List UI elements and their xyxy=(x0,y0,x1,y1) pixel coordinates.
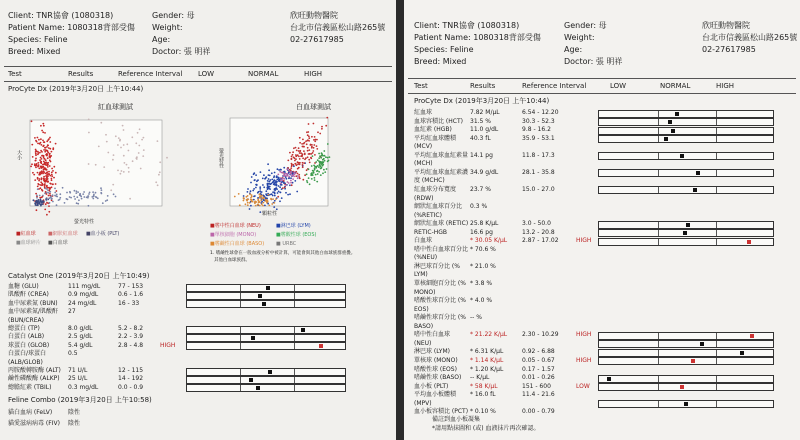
felv-name: 貓白血病 (FeLV) xyxy=(8,409,53,416)
catalyst-row-result: 0.9 mg/dL xyxy=(68,291,99,299)
wbc-legend-0: ■嗜中性白血球 (NEU) xyxy=(210,223,261,229)
catalyst-result-bar xyxy=(186,384,346,392)
hematology-row-flag: HIGH xyxy=(576,331,592,339)
hematology-row-result: 23.7 % xyxy=(470,185,491,193)
hematology-row-name: 淋巴球百分比 (% xyxy=(414,262,460,270)
col-test-r: Test xyxy=(414,82,428,90)
result-marker xyxy=(262,302,266,306)
catalyst-result-bar xyxy=(186,292,346,300)
hematology-row-name: 平均紅血球體積 xyxy=(414,134,457,142)
result-marker xyxy=(266,286,270,290)
breed-label-r: Breed: Mixed xyxy=(414,57,467,66)
wbc-note-2: 其他白血球族群。 xyxy=(214,258,250,263)
clinic-name: 欣旺動物醫院 xyxy=(290,11,338,20)
hematology-row-name: 血小板容積比 (PCT) xyxy=(414,408,469,416)
hematology-result-bar xyxy=(598,127,774,135)
hematology-row-ref: 9.8 - 16.2 xyxy=(522,126,551,134)
result-marker xyxy=(668,120,672,124)
result-marker xyxy=(319,344,323,348)
hematology-row-result: * 30.05 K/μL xyxy=(470,237,508,245)
hematology-row-name: LYM) xyxy=(414,271,428,279)
col-normal: NORMAL xyxy=(248,70,279,78)
catalyst-result-bar xyxy=(186,376,346,384)
hematology-result-bar xyxy=(598,221,774,229)
hematology-row-ref: 13.2 - 20.8 xyxy=(522,228,555,236)
hematology-result-bar xyxy=(598,238,774,246)
catalyst-result-bar xyxy=(186,284,346,292)
hematology-row-result: * 0.10 % xyxy=(470,408,496,416)
hematology-row-result: 25.8 K/μL xyxy=(470,220,499,228)
catalyst-row-name: (ALB/GLOB) xyxy=(8,358,43,366)
catalyst-row-result: 0.3 mg/dL xyxy=(68,383,99,391)
hematology-row-ref: 30.3 - 52.3 xyxy=(522,117,555,125)
columns-divider xyxy=(4,81,392,82)
patient-label: Patient Name: 1080318背部受傷 xyxy=(8,23,135,32)
procyte-title: ProCyte Dx (2019年3月20日 上午10:44) xyxy=(8,85,144,93)
catalyst-row-name: 鹼性磷酸酶 (ALKP) xyxy=(8,375,60,383)
hematology-row-ref: 28.1 - 35.8 xyxy=(522,168,555,176)
hematology-row-flag: LOW xyxy=(576,382,590,390)
rbc-legend-4: ■白血球 xyxy=(48,240,68,246)
hematology-row-result: * 1.14 K/μL xyxy=(470,356,504,364)
catalyst-row-name: 血糖 (GLU) xyxy=(8,283,39,290)
wbc-y-label: 螢光特性 xyxy=(218,148,224,168)
hematology-row-name: (NEU) xyxy=(414,339,432,347)
hematology-row-name: 嗜鹼性球 (BASO) xyxy=(414,374,462,382)
hematology-result-bar xyxy=(598,357,774,365)
hematology-row-ref: 15.0 - 27.0 xyxy=(522,185,555,193)
hematology-row-name: MONO) xyxy=(414,288,436,296)
col-results: Results xyxy=(68,70,94,78)
hematology-row-name: (%RETIC) xyxy=(414,211,442,219)
col-low-r: LOW xyxy=(610,82,627,90)
hematology-row-ref: 11.8 - 17.3 xyxy=(522,151,555,159)
catalyst-row-ref: 12 - 115 xyxy=(118,367,144,374)
hematology-row-ref: 0.05 - 0.67 xyxy=(522,356,555,364)
hematology-row-name: 血小板 (PLT) xyxy=(414,382,449,390)
columns-divider-r xyxy=(408,93,796,94)
gender-label: Gender: 母 xyxy=(152,11,195,20)
hematology-row-name: 網狀紅血球 (RETIC) xyxy=(414,220,469,228)
catalyst-row-name: 總蛋白 (TP) xyxy=(8,325,40,332)
catalyst-row-name: 肌酸酐 (CREA) xyxy=(8,291,49,299)
catalyst-row-ref: 16 - 33 xyxy=(118,299,140,307)
hematology-row-result: 40.3 fL xyxy=(470,134,491,142)
hematology-row-name: 紅血球 xyxy=(414,109,433,116)
hematology-row-name: 嗜酸性球百分比 (% xyxy=(414,297,466,305)
weight-label-r: Weight: xyxy=(564,33,595,42)
clinic-address: 台北市信義區松山路265號 xyxy=(290,23,386,32)
footer-note-2: *請用點抹圖和 (或) 血液抹片再次確認。 xyxy=(432,425,540,432)
catalyst-result-bar xyxy=(186,334,346,342)
catalyst-row-result: 25 U/L xyxy=(68,375,88,383)
hematology-row-name: 嗜中性白血球百分比 xyxy=(414,245,469,253)
result-marker xyxy=(740,351,744,355)
catalyst-row-name: 白蛋白/球蛋白 xyxy=(8,350,47,358)
catalyst-row-ref: 2.8 - 4.8 xyxy=(118,341,144,349)
hematology-row-result: 14.1 pg xyxy=(470,151,493,159)
hematology-row-name: (%NEU) xyxy=(414,254,438,262)
hematology-row-ref: 2.30 - 10.29 xyxy=(522,331,559,339)
catalyst-row-name: 血中尿素氮/肌酸酐 xyxy=(8,308,59,316)
hematology-row-name: 嗜中性白血球 xyxy=(414,331,451,339)
result-marker xyxy=(747,240,751,244)
result-marker xyxy=(693,188,697,192)
hematology-row-name: 嗜酸性球 (EOS) xyxy=(414,365,457,373)
hematology-row-result: * 16.0 fL xyxy=(470,391,496,399)
col-ref-r: Reference Interval xyxy=(522,82,587,90)
rbc-legend-3: ■血球碎片 xyxy=(16,240,41,246)
col-normal-r: NORMAL xyxy=(660,82,691,90)
result-marker xyxy=(256,386,260,390)
hematology-row-name: (RDW) xyxy=(414,194,434,202)
hematology-result-bar xyxy=(598,110,774,118)
result-marker xyxy=(249,378,253,382)
catalyst-result-bar xyxy=(186,300,346,308)
hematology-row-result: -- % xyxy=(470,314,482,322)
hematology-result-bar xyxy=(598,135,774,143)
result-marker xyxy=(683,231,687,235)
clinic-phone-r: 02-27617985 xyxy=(702,45,756,54)
header-divider xyxy=(4,66,392,67)
result-marker xyxy=(684,402,688,406)
catalyst-row-ref: 2.2 - 3.9 xyxy=(118,333,144,341)
result-marker xyxy=(675,112,679,116)
result-marker xyxy=(750,334,754,338)
rbc-plot-title: 紅血球測試 xyxy=(98,103,133,111)
result-marker xyxy=(691,359,695,363)
hematology-row-ref: 0.92 - 6.88 xyxy=(522,348,555,356)
footer-note-1: 備註到血小板凝集 xyxy=(432,416,481,423)
hematology-row-name: 白血球 xyxy=(414,237,433,245)
rbc-x-label: 螢光特性 xyxy=(74,219,95,225)
species-label: Species: Feline xyxy=(8,35,68,44)
hematology-row-result: * 4.0 % xyxy=(470,297,493,305)
rbc-legend-2: ■血小板 (PLT) xyxy=(86,231,120,237)
header-divider-r xyxy=(408,78,796,79)
catalyst-row-result: 111 mg/dL xyxy=(68,283,101,290)
catalyst-row-ref: 0.0 - 0.9 xyxy=(118,383,144,391)
age-label-r: Age: xyxy=(564,45,583,54)
hematology-row-name: (MCH) xyxy=(414,160,433,168)
hematology-row-name: 紅血球分布寬度 xyxy=(414,185,457,193)
result-marker xyxy=(700,342,704,346)
hematology-row-result: 0.3 % xyxy=(470,203,488,211)
hematology-row-ref: 3.0 - 50.0 xyxy=(522,220,551,228)
fiv-name: 貓愛滋病病毒 (FIV) xyxy=(8,420,60,427)
catalyst-row-result: 5.4 g/dL xyxy=(68,341,93,349)
result-marker xyxy=(268,370,272,374)
hematology-row-result: * 70.6 % xyxy=(470,245,496,253)
rbc-legend-1: ■網狀紅血球 xyxy=(48,231,78,237)
result-marker xyxy=(686,223,690,227)
catalyst-row-result: 71 U/L xyxy=(68,367,88,374)
wbc-note-1: 1. 嗜鹼性球會在一般血液分析中被計算，可能會與其他白血球族群重疊。 xyxy=(210,251,356,256)
rbc-y-label: 大小 xyxy=(16,150,22,160)
hematology-row-name: 單核球 (MONO) xyxy=(414,356,458,364)
col-high-r: HIGH xyxy=(716,82,735,90)
wbc-legend-2: ■單核細胞 (MONO) xyxy=(210,232,257,238)
result-marker xyxy=(664,137,668,141)
rbc-scatter-plot xyxy=(18,118,168,218)
clinic-name-r: 欣旺動物醫院 xyxy=(702,21,750,30)
result-marker xyxy=(258,294,262,298)
catalyst-row-result: 8.0 g/dL xyxy=(68,325,93,332)
col-test: Test xyxy=(8,70,22,78)
result-marker xyxy=(251,336,255,340)
wbc-legend-3: ■嗜酸性球 (EOS) xyxy=(276,232,317,238)
procyte-title-r: ProCyte Dx (2019年3月20日 上午10:44) xyxy=(414,97,550,105)
catalyst-row-name: 丙胺酸轉胺酶 (ALT) xyxy=(8,367,61,374)
hematology-row-result: * 21.0 % xyxy=(470,262,496,270)
hematology-row-flag: HIGH xyxy=(576,356,592,364)
species-label-r: Species: Feline xyxy=(414,45,474,54)
doctor-label-r: Doctor: 張 明祥 xyxy=(564,57,623,66)
doctor-label: Doctor: 張 明祥 xyxy=(152,47,211,56)
catalyst-result-bar xyxy=(186,342,346,350)
client-label-r: Client: TNR協會 (1080318) xyxy=(414,21,520,30)
feline-title: Feline Combo (2019年3月20日 上午10:58) xyxy=(8,396,152,404)
hematology-row-result: 11.0 g/dL xyxy=(470,126,499,134)
hematology-row-name: RETIC-HGB xyxy=(414,228,448,236)
breed-label: Breed: Mixed xyxy=(8,47,61,56)
catalyst-row-ref: 14 - 192 xyxy=(118,375,144,383)
wbc-legend-4: ■嗜鹼性白血球 (BASO) xyxy=(210,241,265,247)
hematology-result-bar xyxy=(598,332,774,340)
wbc-x-label: 顆粒性 xyxy=(262,211,278,217)
catalyst-row-name: (BUN/CREA) xyxy=(8,316,44,324)
hematology-row-name: 平均血小板體積 xyxy=(414,391,457,399)
hematology-row-ref: 2.87 - 17.02 xyxy=(522,237,559,245)
col-high: HIGH xyxy=(304,70,323,78)
hematology-row-ref: 0.00 - 0.79 xyxy=(522,408,555,416)
catalyst-row-flag: HIGH xyxy=(160,341,176,349)
hematology-result-bar xyxy=(598,383,774,391)
hematology-result-bar xyxy=(598,186,774,194)
wbc-plot-title: 白血球測試 xyxy=(296,103,331,111)
hematology-row-ref: 6.54 - 12.20 xyxy=(522,109,559,116)
clinic-address-r: 台北市信義區松山路265號 xyxy=(702,33,798,42)
hematology-row-name: 平均紅血球血紅素量 xyxy=(414,151,469,159)
catalyst-row-name: 白蛋白 (ALB) xyxy=(8,333,45,341)
result-marker xyxy=(671,129,675,133)
hematology-result-bar xyxy=(598,118,774,126)
hematology-row-result: * 6.31 K/μL xyxy=(470,348,504,356)
report-page-left xyxy=(0,0,396,440)
hematology-row-name: 網狀紅血球百分比 xyxy=(414,203,463,211)
hematology-result-bar xyxy=(598,152,774,160)
hematology-result-bar xyxy=(598,169,774,177)
catalyst-row-result: 2.5 g/dL xyxy=(68,333,93,341)
catalyst-row-result: 24 mg/dL xyxy=(68,299,97,307)
gender-label-r: Gender: 母 xyxy=(564,21,607,30)
result-marker xyxy=(607,377,611,381)
catalyst-row-name: 球蛋白 (GLOB) xyxy=(8,341,50,349)
hematology-row-name: 嗜鹼性球百分比 (% xyxy=(414,314,466,322)
hematology-row-result: * 3.8 % xyxy=(470,280,493,287)
result-marker xyxy=(680,154,684,158)
result-marker xyxy=(696,171,700,175)
catalyst-result-bar xyxy=(186,326,346,334)
wbc-scatter-plot xyxy=(222,116,332,216)
col-results-r: Results xyxy=(470,82,496,90)
client-label: Client: TNR協會 (1080318) xyxy=(8,11,114,20)
hematology-result-bar xyxy=(598,349,774,357)
hematology-row-result: 31.5 % xyxy=(470,117,491,125)
hematology-result-bar xyxy=(598,340,774,348)
wbc-legend-1: ■淋巴球 (LYM) xyxy=(276,223,311,229)
catalyst-row-name: 血中尿素氮 (BUN) xyxy=(8,299,58,307)
rbc-legend-0: ■紅血球 xyxy=(16,231,36,237)
hematology-result-bar xyxy=(598,400,774,408)
hematology-result-bar xyxy=(598,229,774,237)
hematology-row-name: 單核細胞百分比 (% xyxy=(414,280,466,287)
col-ref: Reference Interval xyxy=(118,70,183,78)
hematology-row-name: (MCV) xyxy=(414,143,433,151)
catalyst-row-ref: 5.2 - 8.2 xyxy=(118,325,144,332)
hematology-row-name: 平均紅血球血紅素濃 xyxy=(414,168,469,176)
report-page-right xyxy=(404,0,800,440)
hematology-row-result: 34.9 g/dL xyxy=(470,168,499,176)
hematology-row-result: * 21.22 K/μL xyxy=(470,331,508,339)
hematology-row-name: 血球容積比 (HCT) xyxy=(414,117,463,125)
hematology-row-result: * 58 K/μL xyxy=(470,382,498,390)
catalyst-result-bar xyxy=(186,368,346,376)
hematology-row-ref: 35.9 - 53.1 xyxy=(522,134,555,142)
result-marker xyxy=(301,328,305,332)
patient-label-r: Patient Name: 1080318背部受傷 xyxy=(414,33,541,42)
hematology-row-name: 淋巴球 (LYM) xyxy=(414,348,450,356)
hematology-row-ref: 11.4 - 21.6 xyxy=(522,391,555,399)
catalyst-title: Catalyst One (2019年3月20日 上午10:49) xyxy=(8,272,150,280)
hematology-row-ref: 151 - 600 xyxy=(522,382,551,390)
hematology-row-result: 7.82 M/μL xyxy=(470,109,500,116)
hematology-row-name: BASO) xyxy=(414,322,434,330)
catalyst-row-ref: 0.6 - 1.6 xyxy=(118,291,144,299)
felv-result: 陰性 xyxy=(68,409,81,416)
catalyst-row-result: 0.5 xyxy=(68,350,78,358)
hematology-row-result: -- K/μL xyxy=(470,374,490,382)
clinic-phone: 02-27617985 xyxy=(290,35,344,44)
hematology-row-flag: HIGH xyxy=(576,237,592,245)
fiv-result: 陰性 xyxy=(68,420,81,427)
catalyst-row-result: 27 xyxy=(68,308,76,316)
hematology-row-name: 度 (MCHC) xyxy=(414,177,445,185)
hematology-row-name: (MPV) xyxy=(414,399,432,407)
wbc-legend-5: ■ URBC xyxy=(276,241,297,247)
age-label: Age: xyxy=(152,35,171,44)
hematology-row-result: * 1.20 K/μL xyxy=(470,365,504,373)
weight-label: Weight: xyxy=(152,23,183,32)
result-marker xyxy=(680,385,684,389)
hematology-row-ref: 0.01 - 0.26 xyxy=(522,374,555,382)
hematology-row-ref: 0.17 - 1.57 xyxy=(522,365,555,373)
hematology-row-result: 16.6 pg xyxy=(470,228,493,236)
catalyst-row-ref: 77 - 153 xyxy=(118,283,144,290)
catalyst-row-name: 總膽紅素 (TBIL) xyxy=(8,383,52,391)
hematology-result-bar xyxy=(598,375,774,383)
col-low: LOW xyxy=(198,70,215,78)
hematology-row-name: EOS) xyxy=(414,305,429,313)
hematology-row-name: 血紅素 (HGB) xyxy=(414,126,452,134)
